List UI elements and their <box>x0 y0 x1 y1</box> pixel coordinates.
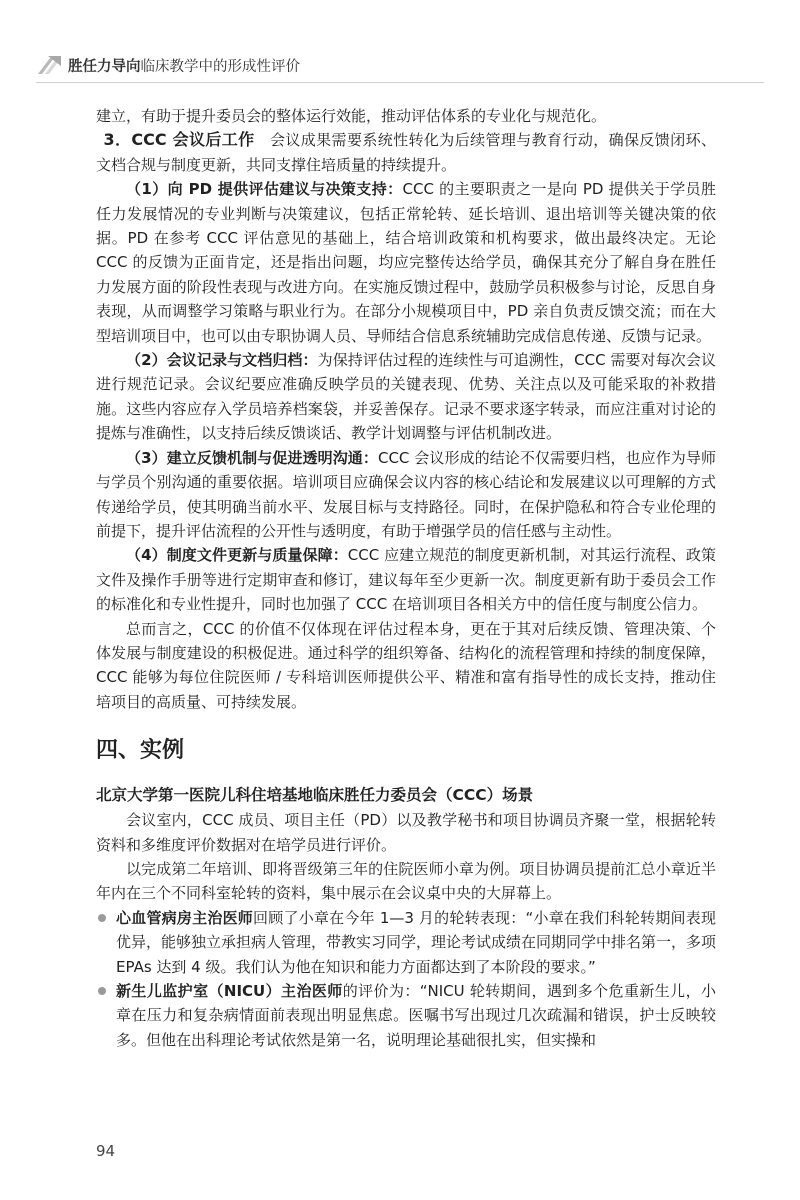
bullet-text: 回顾了小章在今年 1—3 月的轮转表现：“小章在我们科轮转期间表现优异，能够独立承担病人管理，带教实习同学，理论考试成绩在同期同学中排名第一，多项 EPAs 达到 4 级。我们认为他在知识和能力方面都达到了本阶段的要求。” <box>116 908 717 976</box>
item-3-body: CCC 会议形成的结论不仅需要归档，也应作为导师与学员个别沟通的重要依据。培训项目应确保会议内容的核心结论和发展建议以可理解的方式传递给学员，使其明确当前水平、发展目标与支持路径。同时，在保护隐私和符合专业伦理的前提下，提升评估流程的公开性与透明度，有助于增强学员的信任感与主动性。 <box>96 448 716 540</box>
bullet-speaker: 心血管病房主治医师 <box>116 908 254 927</box>
paragraph-continuation: 建立，有助于提升委员会的整体运行效能，推动评估体系的专业化与规范化。 <box>96 107 607 125</box>
item-1-body: CCC 的主要职责之一是向 PD 提供关于学员胜任力发展情况的专业判断与决策建议，包括正常轮转、延长培训、退出培训等关键决策的依据。PD 在参考 CCC 评估意见的基础上，结合培训政策和机构要求，做出最终决定。无论 CCC 的反馈为正面肯定，还是指出问题，均应完整传达给学员，确保其充分了解自身在胜任力发展方面的阶段性表现与改进方向。在实施反馈过程中，鼓励学员积极参与讨论，反思自身表现，从而调整学习策略与职业行为。在部分小规模项目中，PD 亲自负责反馈交流；而在大型培训项目中，也可以由专职协调人员、导师结合信息系统辅助完成信息传递、反馈与记录。 <box>96 180 716 345</box>
bullet-dot-icon <box>98 914 106 922</box>
item-4-lead: （4）制度文件更新与质量保障： <box>126 546 348 565</box>
subsection-3 <box>96 128 716 177</box>
item-2-lead: （2）会议记录与文档归档： <box>126 351 318 370</box>
item-4-body: CCC 应建立规范的制度更新机制，对其运行流程、政策文件及操作手册等进行定期审查和修订，建议每年至少更新一次。制度更新有助于委员会工作的标准化和专业性提升，同时也加强了 CCC 在培训项目各相关方中的信任度与制度公信力。 <box>96 546 716 614</box>
list-item <box>96 979 716 1052</box>
case-paragraph-2: 以完成第二年培训、即将晋级第三年的住院医师小章为例。项目协调员提前汇总小章近半年内在三个不同科室轮转的资料，集中展示在会议桌中央的大屏幕上。 <box>96 859 716 903</box>
item-1-lead: （1）向 PD 提供评估建议与决策支持： <box>126 180 403 199</box>
case-paragraph-1: 会议室内，CCC 成员、项目主任（PD）以及教学秘书和项目协调员齐聚一堂，根据轮转资料和多维度评价数据对在培学员进行评价。 <box>96 811 716 854</box>
subsection-3-heading: 3．CCC 会议后工作 <box>103 130 255 150</box>
summary-paragraph: 总而言之，CCC 的价值不仅体现在评估过程本身，更在于其对后续反馈、管理决策、个体发展与制度建设的积极促进。通过科学的组织筹备、结构化的流程管理和持续的制度保障，CCC 能够为每位住院医师 / 专科培训医师提供公平、精准和富有指导性的成长支持，推动住培项目的高质量、可持续发展。 <box>96 619 716 711</box>
subsection-3-body: 会议成果需要系统性转化为后续管理与教育行动，确保反馈闭环、文档合规与制度更新，共同支撑住培质量的持续提升。 <box>96 131 716 174</box>
item-3-lead: （3）建立反馈机制与促进透明沟通： <box>126 448 378 467</box>
bullet-speaker: 新生儿监护室（NICU）主治医师 <box>116 982 343 1000</box>
header-title-bold: 胜任力导向 <box>68 58 141 75</box>
page-number: 94 <box>96 1142 116 1160</box>
list-item <box>96 906 716 979</box>
item-2-body: 为保持评估过程的连续性与可追溯性，CCC 需要对每次会议进行规范记录。会议纪要应准确反映学员的关键表现、优势、关注点以及可能采取的补救措施。这些内容应存入学员培养档案袋，并妥善保存。记录不要求逐字转录，而应注重对讨论的提炼与准确性，以支持后续反馈谈话、教学计划调整与评估机制改进。 <box>96 351 716 443</box>
item-4 <box>96 543 716 616</box>
item-2 <box>96 348 716 446</box>
bullet-dot-icon <box>98 987 106 995</box>
running-header <box>36 50 764 80</box>
arrow-logo-icon <box>36 54 62 76</box>
case-title: 北京大学第一医院儿科住培基地临床胜任力委员会（CCC）场景 <box>96 786 534 805</box>
header-title-rest: 临床教学中的形成性评价 <box>140 58 300 75</box>
section-title: 四、实例 <box>96 738 185 764</box>
bullet-list <box>96 906 716 1052</box>
header-divider <box>36 82 764 83</box>
bullet-text: 的评价为：“NICU 轮转期间，遇到多个危重新生儿，小章在压力和复杂病情面前表现出明显焦虑。医嘱书写出现过几次疏漏和错误，护士反映较多。但他在出科理论考试依然是第一名，说明理论基础很扎实，但实操和 <box>116 982 717 1049</box>
page-body <box>96 104 716 1052</box>
item-1 <box>96 177 716 348</box>
item-3 <box>96 446 716 544</box>
